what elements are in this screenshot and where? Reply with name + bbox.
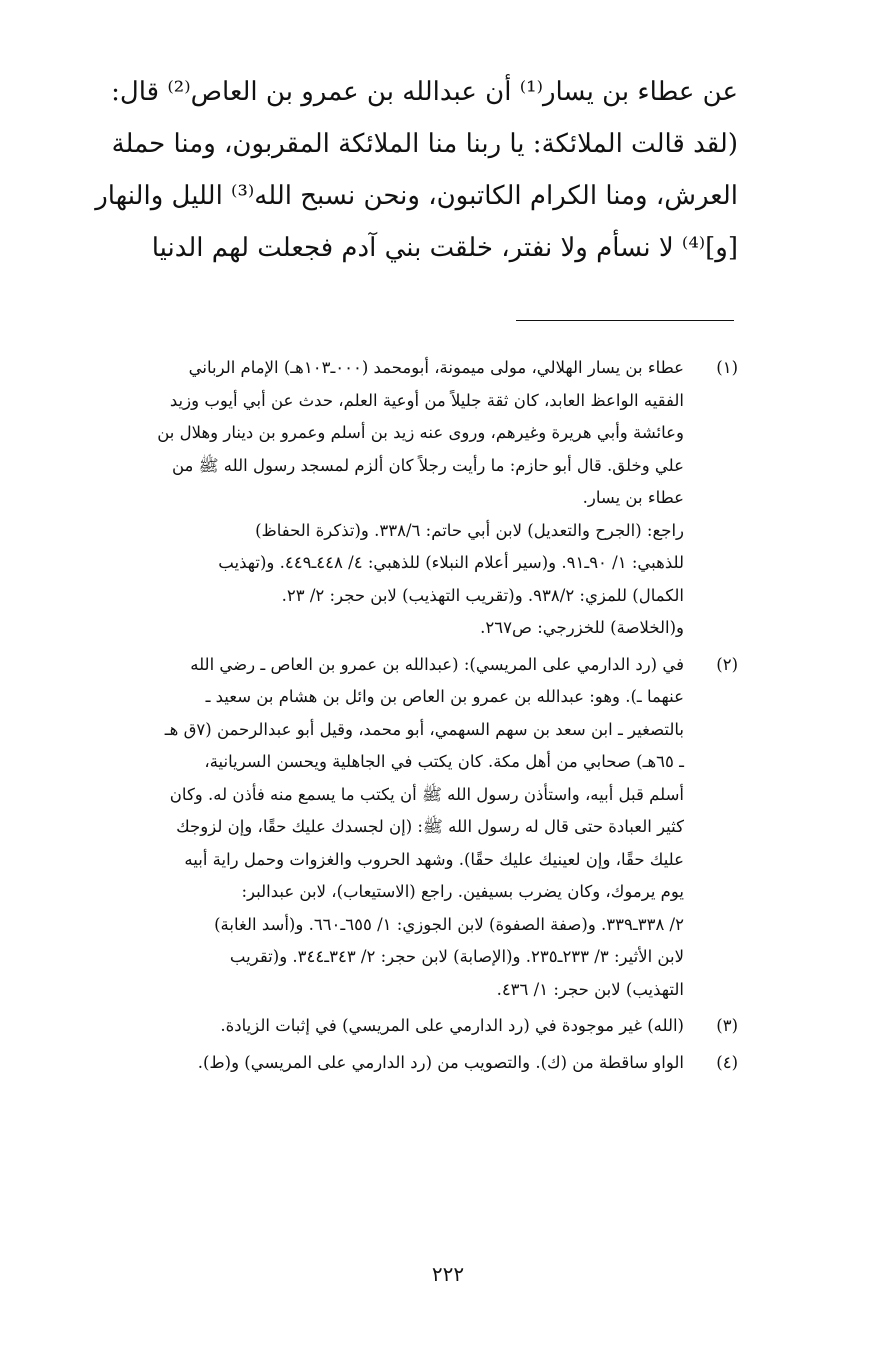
footnote-number: (٣) [716,1016,738,1035]
footnote-line: (الله) غير موجودة في (رد الدارمي على المريسي) في إثبات الزيادة. [220,1016,684,1035]
footnote-1 [158,352,738,645]
footnote-line: الواو ساقطة من (ك). والتصويب من (رد الدارمي على المريسي) و(ط). [197,1052,684,1072]
footnote-line: راجع: (الجرح والتعديل) لابن أبي حاتم: ٣٣٨/٦. و(تذكرة الحفاظ) [255,520,684,540]
main-text-line: [و]⁽⁴⁾ لا نسأم ولا نفتر، خلقت بني آدم فجعلت لهم الدنيا [151,233,738,263]
footnote-line: التهذيب) لابن حجر: ١/ ٤٣٦. [496,979,684,999]
footnote-line: كثير العبادة حتى قال له رسول الله ﷺ: (إن لجسدك عليك حقًا، وإن لزوجك [176,817,684,836]
footnote-line: بالتصغير ـ ابن سعد بن سهم السهمي، أبو محمد، وقيل أبو عبدالرحمن (٧ق هـ [164,719,684,739]
footnote-line: ـ ٦٥هـ) صحابي من أهل مكة. كان يكتب في الجاهلية ويحسن السريانية، [204,752,684,771]
page-number: ٢٢٢ [431,1262,465,1286]
footnote-line: ٢/ ٣٣٨ـ٣٣٩. و(صفة الصفوة) لابن الجوزي: ١/ ٦٥٥ـ٦٦٠. و(أسد الغابة) [214,914,684,934]
footnotes-section [158,352,738,1083]
footnote-line: أسلم قبل أبيه، واستأذن رسول الله ﷺ أن يكتب ما يسمع منه فأذن له. وكان [169,784,684,804]
main-text-block [95,66,738,274]
main-text-line: العرش، ومنا الكرام الكاتبون، ونحن نسبح الله⁽³⁾ الليل والنهار [95,181,738,211]
footnote-line: لابن الأثير: ٣/ ٢٣٣ـ٢٣٥. و(الإصابة) لابن حجر: ٢/ ٣٤٣ـ٣٤٤. و(تقريب [229,947,684,966]
footnote-number: (٢) [716,654,738,674]
footnote-line: للذهبي: ١/ ٩٠ـ٩١. و(سير أعلام النبلاء) للذهبي: ٤/ ٤٤٨ـ٤٤٩. و(تهذيب [218,553,684,572]
footnote-line: علي وخلق. قال أبو حازم: ما رأيت رجلاً كان ألزم لمسجد رسول الله ﷺ من [171,455,684,475]
main-text-line: (لقد قالت الملائكة: يا ربنا منا الملائكة المقربون، ومنا حملة [111,129,738,159]
footnote-separator [516,320,734,321]
footnote-4 [158,1047,738,1080]
footnote-line: عليك حقًا، وإن لعينيك عليك حقًا). وشهد الحروب والغزوات وحمل راية أبيه [184,849,684,869]
footnote-line: الفقيه الواعظ العابد، كان ثقة جليلاً من أوعية العلم، حدث عن أبي أيوب وزيد [169,390,684,410]
main-text-line: عن عطاء بن يسار⁽¹⁾ أن عبدالله بن عمرو بن العاص⁽²⁾ قال: [111,77,738,107]
footnote-3 [158,1010,738,1043]
footnote-number: (١) [716,358,738,377]
footnote-line: عنهما ـ). وهو: عبدالله بن عمرو بن العاص بن وائل بن هشام بن سعيد ـ [205,687,684,706]
footnote-line: في (رد الدارمي على المريسي): (عبدالله بن عمرو بن العاص ـ رضي الله [190,654,684,674]
footnote-line: الكمال) للمزي: ٩٣٨/٢. و(تقريب التهذيب) لابن حجر: ٢/ ٢٣. [281,585,684,605]
footnote-2 [158,649,738,1007]
footnote-number: (٤) [716,1052,738,1072]
footnote-line: عطاء بن يسار. [582,488,684,507]
footnote-line: عطاء بن يسار الهلالي، مولى ميمونة، أبومحمد (٠٠٠ـ١٠٣هـ) الإمام الرباني [188,358,684,377]
footnote-line: يوم يرموك، وكان يضرب بسيفين. راجع (الاستيعاب)، لابن عبدالبر: [241,882,684,901]
footnote-line: وعائشة وأبي هريرة وغيرهم، وروى عنه زيد بن أسلم وعمرو بن دينار وهلال بن [157,423,684,442]
footnote-line: و(الخلاصة) للخزرجي: ص٢٦٧. [480,618,684,637]
